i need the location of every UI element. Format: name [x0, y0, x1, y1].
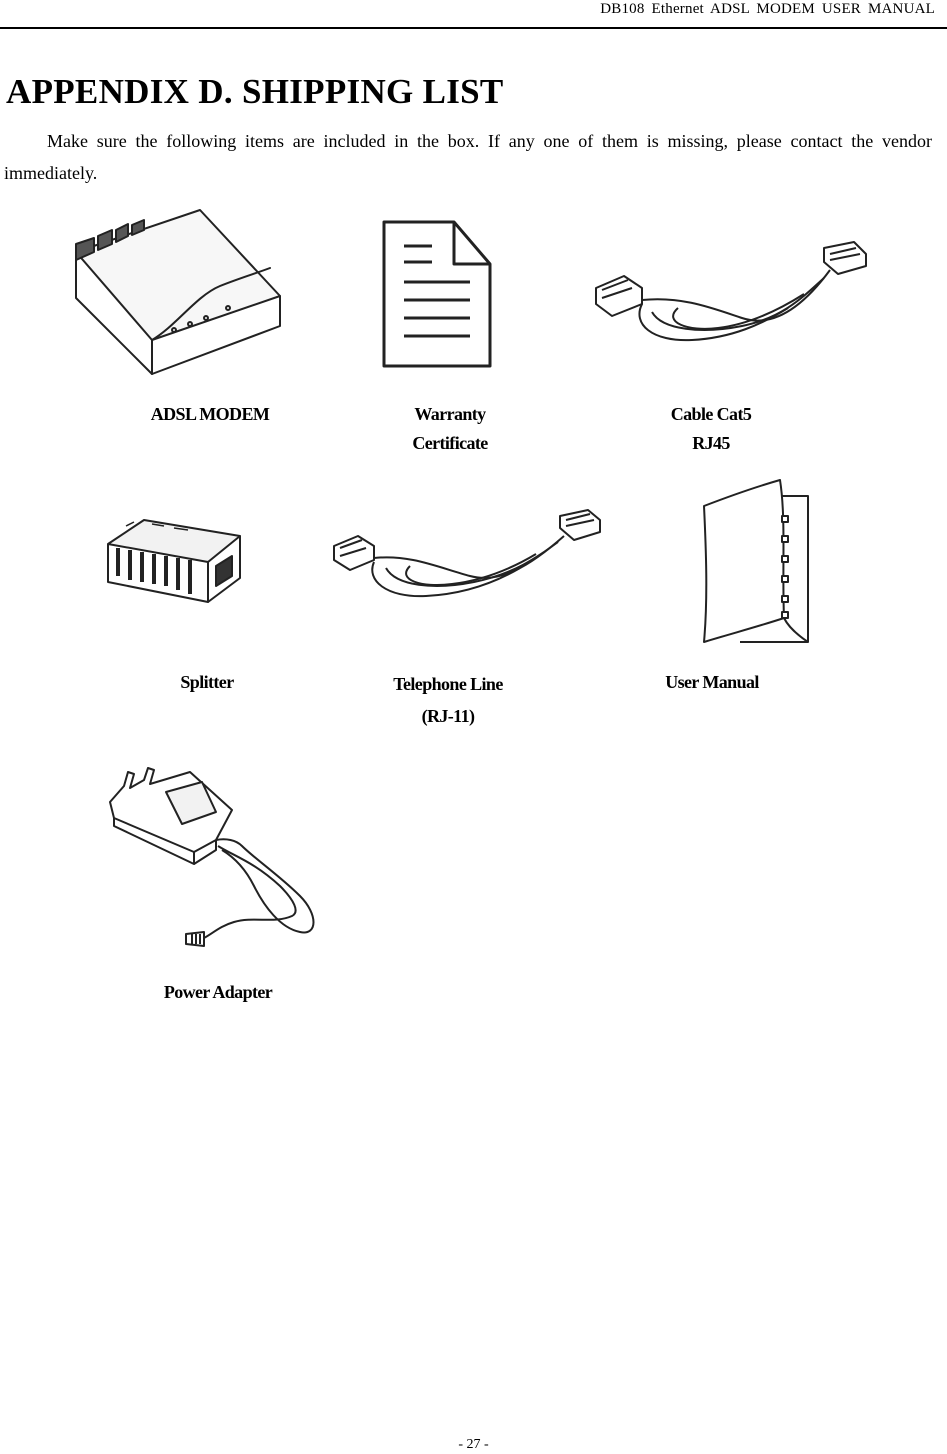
caption-line1: Telephone Line — [393, 674, 503, 694]
item-caption-telephone-line — [393, 668, 502, 732]
item-caption-cable-cat5 — [671, 400, 752, 458]
manual-icon — [700, 478, 812, 644]
power-adapter-icon — [104, 766, 324, 950]
ethernet-cable-icon — [592, 238, 868, 354]
splitter-icon — [104, 518, 244, 604]
page-number: - 27 - — [458, 1437, 489, 1452]
page-header — [0, 0, 947, 30]
caption-line1: Splitter — [180, 672, 234, 692]
item-caption-warranty-certificate — [412, 400, 487, 458]
document-icon — [382, 220, 492, 368]
item-caption-adsl-modem — [151, 400, 270, 429]
item-caption-splitter — [180, 668, 233, 697]
caption-line2: Certificate — [412, 433, 488, 453]
modem-icon — [72, 208, 284, 376]
caption-line2: RJ45 — [692, 433, 730, 453]
header-rule — [0, 27, 947, 29]
caption-line1: Warranty — [414, 404, 486, 424]
caption-line2: (RJ-11) — [421, 706, 475, 726]
item-caption-power-adapter — [164, 978, 272, 1007]
caption-line1: Power Adapter — [163, 982, 273, 1002]
intro-paragraph: Make sure the following items are included in the box. If any one of them is missing, please contact the vendor immediately. — [4, 131, 932, 183]
item-caption-user-manual — [665, 668, 759, 697]
header-title: DB108 Ethernet ADSL MODEM USER MANUAL — [600, 1, 935, 17]
page-title: APPENDIX D. SHIPPING LIST — [6, 72, 504, 111]
telephone-cable-icon — [330, 506, 606, 606]
caption-line1: Cable Cat5 — [670, 404, 752, 424]
caption-line1: ADSL MODEM — [150, 404, 270, 424]
caption-line1: User Manual — [665, 672, 759, 692]
